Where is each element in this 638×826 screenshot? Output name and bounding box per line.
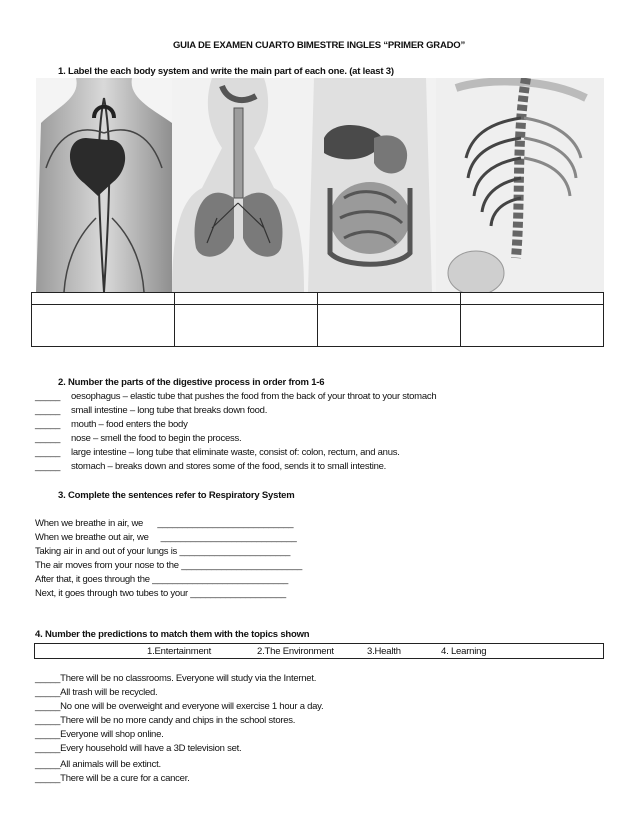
answer-cell[interactable] <box>175 293 318 305</box>
list-item: _____ nose – smell the food to begin the process. <box>35 433 242 444</box>
answer-blank[interactable]: _____ <box>35 419 61 430</box>
circulatory-system-icon <box>36 78 172 292</box>
q4-heading: 4. Number the predictions to match them with the topics shown <box>35 629 310 640</box>
list-item[interactable]: Next, it goes through two tubes to your ___________________ <box>35 588 286 599</box>
answer-cell[interactable] <box>175 305 318 347</box>
digestive-system-icon <box>304 78 436 292</box>
list-item[interactable]: The air moves from your nose to the ________________________ <box>35 560 303 571</box>
answer-cell[interactable] <box>461 305 604 347</box>
answer-cell[interactable] <box>318 293 461 305</box>
answer-blank[interactable]: _____ <box>35 433 61 444</box>
list-item: _____ mouth – food enters the body <box>35 419 188 430</box>
answer-blank[interactable]: _____ <box>35 447 61 458</box>
respiratory-system-icon <box>172 78 304 292</box>
list-item[interactable]: _____There will be no classrooms. Everyone will study via the Internet. <box>35 673 317 684</box>
answer-cell[interactable] <box>461 293 604 305</box>
list-item[interactable]: _____No one will be overweight and everyone will exercise 1 hour a day. <box>35 701 324 712</box>
list-item[interactable]: _____All trash will be recycled. <box>35 687 158 698</box>
list-item[interactable]: When we breathe in air, we ___________________________ <box>35 518 294 529</box>
q3-heading: 3. Complete the sentences refer to Respiratory System <box>58 490 295 501</box>
answer-blank[interactable]: _____ <box>35 461 61 472</box>
body-systems-images <box>36 78 604 292</box>
list-item[interactable]: When we breathe out air, we ___________________________ <box>35 532 297 543</box>
list-item: _____ stomach – breaks down and stores some of the food, sends it to small intestine. <box>35 461 387 472</box>
list-item: _____ small intestine – long tube that breaks down food. <box>35 405 268 416</box>
list-item[interactable]: After that, it goes through the ___________________________ <box>35 574 289 585</box>
answer-cell[interactable] <box>32 305 175 347</box>
list-item: _____ large intestine – long tube that eliminate waste, consist of: colon, rectum, and anus. <box>35 447 400 458</box>
list-item[interactable]: Taking air in and out of your lungs is ______________________ <box>35 546 291 557</box>
topic-label: 1.Entertainment <box>147 646 212 657</box>
q1-heading: 1. Label the each body system and write the main part of each one. (at least 3) <box>58 66 394 77</box>
list-item[interactable]: _____There will be a cure for a cancer. <box>35 773 190 784</box>
list-item[interactable]: _____Everyone will shop online. <box>35 729 164 740</box>
topic-label: 4. Learning <box>441 646 487 657</box>
answer-cell[interactable] <box>318 305 461 347</box>
list-item[interactable]: _____All animals will be extinct. <box>35 759 161 770</box>
skeletal-system-icon <box>436 78 604 292</box>
answer-cell[interactable] <box>32 293 175 305</box>
topic-label: 2.The Environment <box>257 646 334 657</box>
list-item[interactable]: _____There will be no more candy and chips in the school stores. <box>35 715 296 726</box>
topics-table <box>34 643 604 659</box>
list-item: _____ oesophagus – elastic tube that pushes the food from the back of your throat to your stomach <box>35 391 437 402</box>
q1-answer-table <box>31 292 604 347</box>
topic-label: 3.Health <box>367 646 401 657</box>
page-title: GUIA DE EXAMEN CUARTO BIMESTRE INGLES “PRIMER GRADO” <box>172 40 466 51</box>
list-item[interactable]: _____Every household will have a 3D television set. <box>35 743 242 754</box>
q2-heading: 2. Number the parts of the digestive process in order from 1-6 <box>58 377 325 388</box>
answer-blank[interactable]: _____ <box>35 405 61 416</box>
answer-blank[interactable]: _____ <box>35 391 61 402</box>
